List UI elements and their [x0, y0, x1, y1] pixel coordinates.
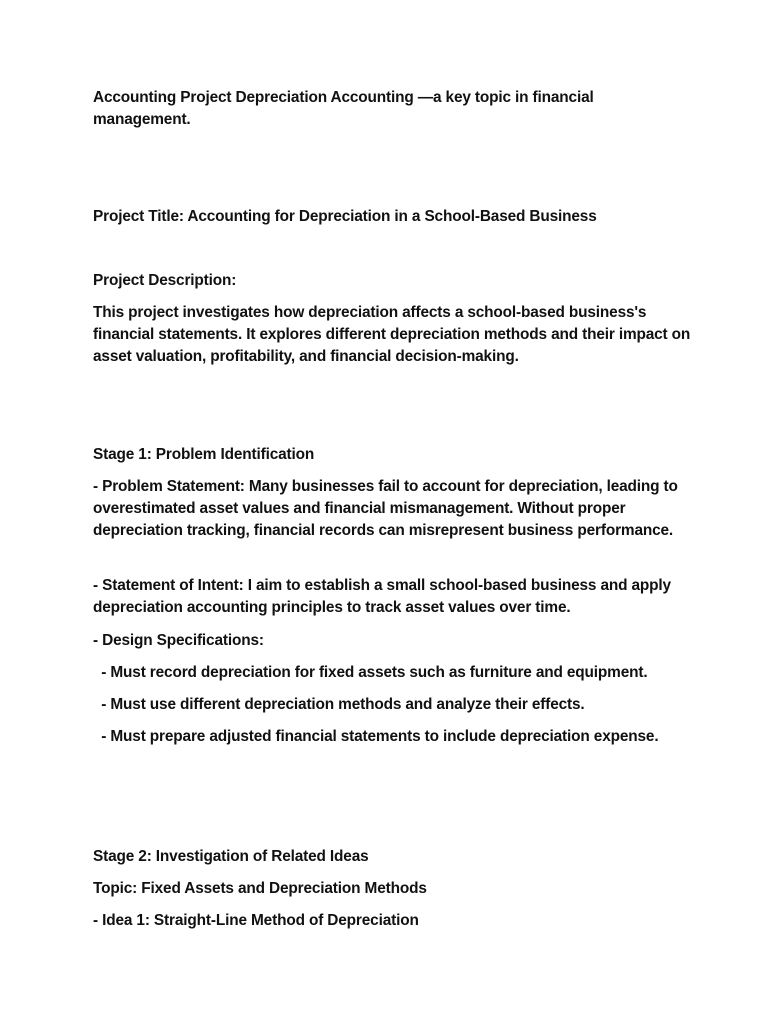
description-body: This project investigates how depreciation affects a school-based business's financial statements. It explores different depreciation methods and their impact on asset valuation, profitability, and financial decision-making. [93, 304, 695, 365]
design-specifications-heading: - Design Specifications: [93, 632, 264, 649]
statement-of-intent: - Statement of Intent: I aim to establish a small school-based business and apply depreciation accounting principles to track asset values over time. [93, 577, 676, 616]
description-heading: Project Description: [93, 272, 237, 289]
design-spec-item: - Must prepare adjusted financial statements to include depreciation expense. [93, 728, 659, 745]
design-spec-item: - Must use different depreciation methods and analyze their effects. [93, 696, 585, 713]
stage1-heading: Stage 1: Problem Identification [93, 446, 315, 463]
stage2-heading: Stage 2: Investigation of Related Ideas [93, 848, 369, 865]
topic-line: Topic: Fixed Assets and Depreciation Methods [93, 880, 427, 897]
idea-item: - Idea 1: Straight-Line Method of Depreciation [93, 912, 419, 929]
problem-statement: - Problem Statement: Many businesses fail to account for depreciation, leading to overestimated asset values and financial mismanagement. Without proper depreciation tracking, financial records can misrepresent business performance. [93, 478, 682, 539]
intro-paragraph: Accounting Project Depreciation Accounting —a key topic in financial management. [93, 89, 598, 128]
design-spec-item: - Must record depreciation for fixed assets such as furniture and equipment. [93, 664, 648, 681]
project-title: Project Title: Accounting for Depreciation in a School-Based Business [93, 208, 597, 225]
